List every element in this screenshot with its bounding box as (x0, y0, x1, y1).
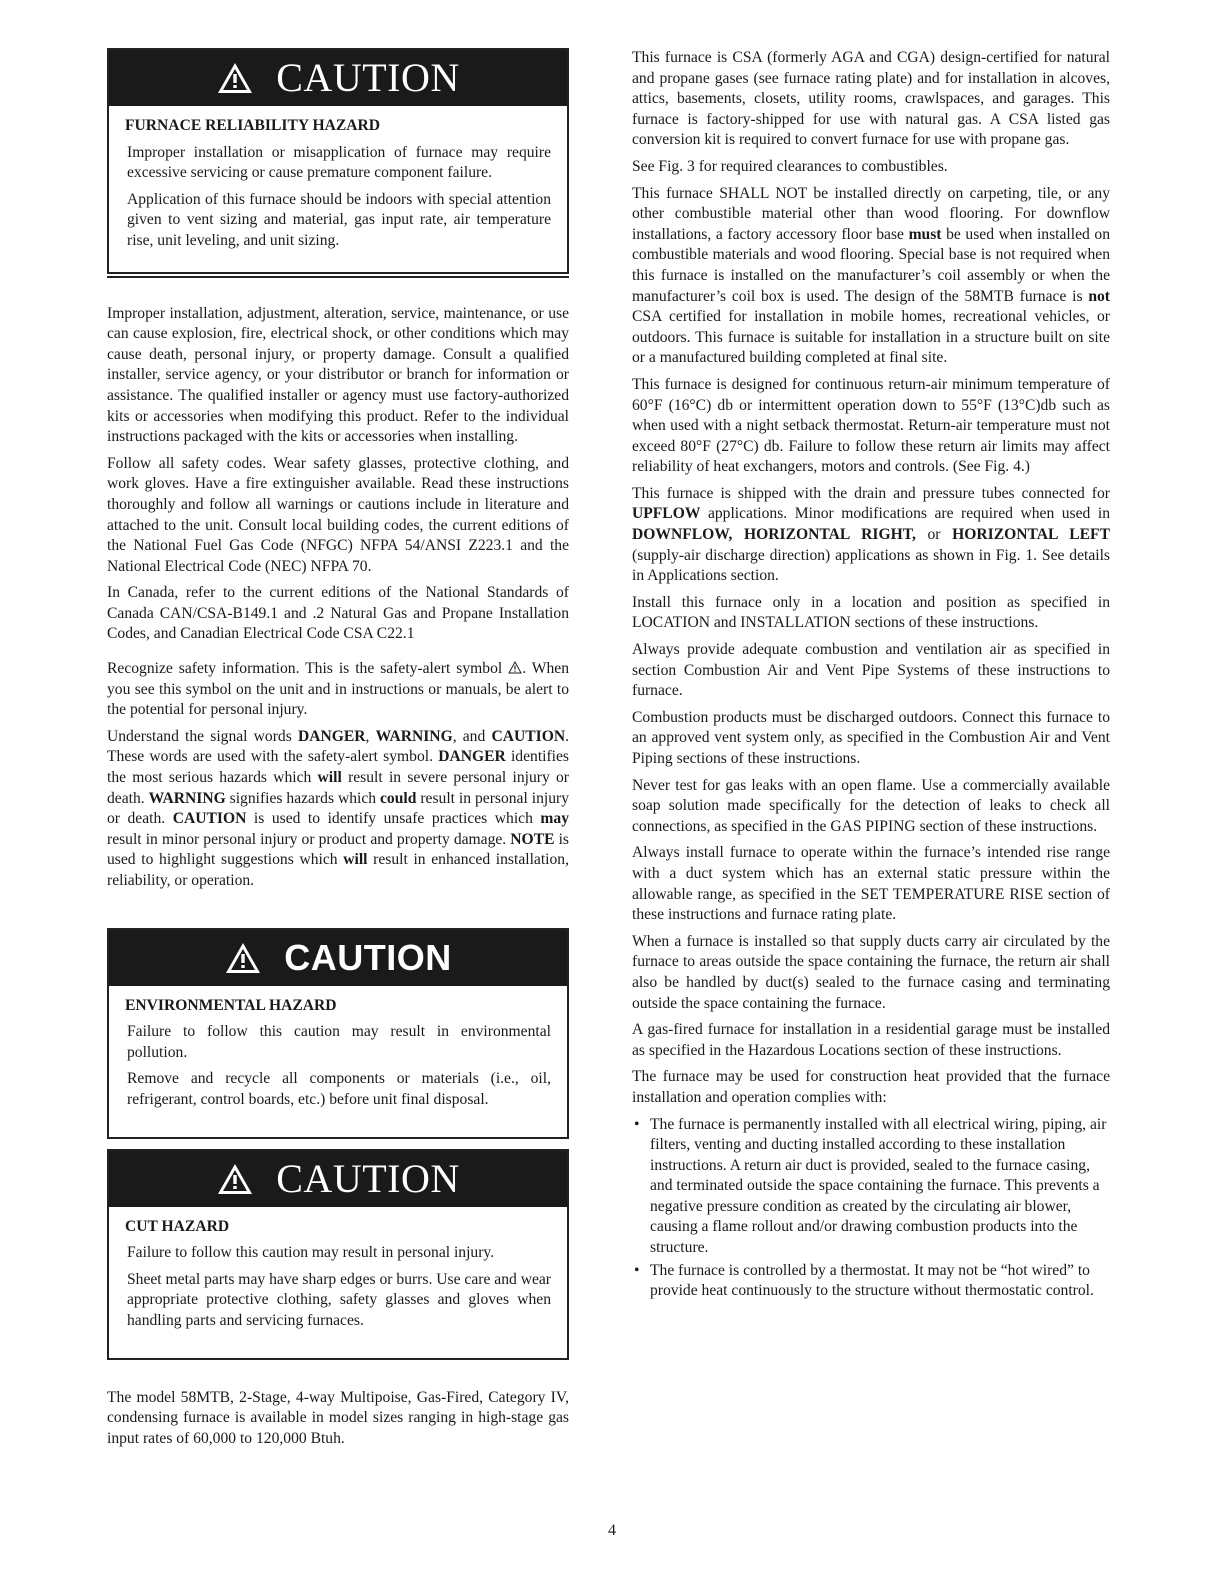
paragraph: See Fig. 3 for required clearances to combustibles. (632, 157, 948, 175)
bold-term: could (380, 789, 417, 807)
paragraph: Always provide adequate combustion and ventilation air as specified in section Combustion Air and Vent Pipe Systems of these instructions to furnace. (632, 641, 1110, 700)
text-span: result in personal injury or death. (107, 789, 569, 828)
text-span: , (365, 727, 376, 745)
caution-text: Failure to follow this caution may result in personal injury. (127, 1244, 495, 1262)
text-span: , and (452, 727, 492, 745)
caution-text: Application of this furnace should be indoors with special attention given to vent sizing and material, gas input rate, air temperature rise, unit leveling, and unit sizing. (127, 190, 551, 249)
text-span: result in minor personal injury or product and property damage. (107, 830, 511, 848)
bullet-list (632, 1115, 1110, 1302)
text-span: is used to highlight suggestions which (107, 830, 569, 869)
paragraph: Follow all safety codes. Wear safety glasses, protective clothing, and work gloves. Have a fire extinguisher available. Read these instructions thoroughly and follow all warnings or cautions include in literature and attached to the unit. Consult local building codes, the current editions of the National Fuel Gas Code (NFGC) NFPA 54/ANSI Z223.1 and the National Electrical Code (NEC) NFPA 70. (107, 454, 569, 575)
caution-text: Improper installation or misapplication of furnace may require excessive servicing or cause premature component failure. (127, 143, 551, 182)
caution-box-cut-hazard (107, 1149, 569, 1360)
paragraph: In Canada, refer to the current editions of the National Standards of Canada CAN/CSA-B149.1 and .2 Natural Gas and Propane Installation Codes, and Canadian Electrical Code CSA C22.1 (107, 584, 569, 643)
bold-term: not (1088, 287, 1110, 305)
bold-term: will (317, 769, 342, 787)
text-span: CSA certified for installation in mobile homes, recreational vehicles, or outdoors. This furnace is suitable for installation in a structure built on site or a manufactured building completed at final site. (632, 308, 1110, 367)
paragraph: The model 58MTB, 2-Stage, 4-way Multipoise, Gas-Fired, Category IV, condensing furnace is available in model sizes ranging in high-stage gas input rates of 60,000 to 120,000 Btuh. (107, 1388, 569, 1447)
paragraph-shipped (632, 484, 1110, 587)
paragraph: Always install furnace to operate within the furnace’s intended rise range with a duct system which has an external static pressure within the allowable range, as specified in the SET TEMPERATURE RISE section of these instructions and furnace rating plate. (632, 844, 1110, 924)
left-column (107, 48, 569, 1455)
right-column (632, 48, 1110, 1304)
caution-box-environmental (107, 928, 569, 1139)
warning-triangle-icon (224, 941, 262, 975)
text-span: Understand the signal words (107, 727, 298, 745)
caution-box-furnace-reliability (107, 48, 569, 274)
bold-term: WARNING (148, 789, 226, 807)
hazard-title: ENVIRONMENTAL HAZARD (125, 996, 337, 1014)
text-span: is used to identify unsafe practices which (246, 810, 541, 828)
paragraph: This furnace is CSA (formerly AGA and CGA) design-certified for natural and propane gases (see furnace rating plate) and for installation in alcoves, attics, basements, closets, utility rooms, crawlspaces, and garages. This furnace is factory-shipped for use with natural gas. A CSA listed gas conversion kit is required to convert furnace for use with propane gas. (632, 49, 1110, 149)
safety-alert-icon (508, 661, 522, 674)
bold-term: will (343, 851, 368, 869)
bold-term: CAUTION (491, 727, 566, 745)
paragraph: Improper installation, adjustment, alteration, service, maintenance, or use can cause explosion, fire, electrical shock, or other conditions which may cause death, personal injury, or property damage. Consult a qualified installer, service agency, or your distributor or branch for information or assistance. The qualified installer or agency must use factory-authorized kits or accessories when modifying this product. Refer to the individual instructions packaged with the kits or accessories when installing. (107, 304, 569, 446)
caution-title: CAUTION (276, 1155, 460, 1201)
paragraph: Combustion products must be discharged outdoors. Connect this furnace to an approved vent system only, as specified in the Combustion Air and Vent Piping sections of these instructions. (632, 708, 1110, 767)
bold-term: DANGER (438, 748, 506, 766)
text-span: . These words are used with the safety-alert symbol. (107, 727, 569, 766)
text-span: result in enhanced installation, reliability, or operation. (107, 851, 569, 889)
warning-triangle-icon (216, 1162, 254, 1196)
text-span: This furnace SHALL NOT be installed directly on carpeting, tile, or any other combustible material other than wood flooring. For downflow installations, a factory accessory floor base (632, 184, 1110, 243)
paragraph: When a furnace is installed so that supply ducts carry air circulated by the furnace to areas outside the space containing the furnace, the return air shall also be handled by duct(s) sealed to the furnace casing and terminating outside the space containing the furnace. (632, 932, 1110, 1012)
paragraph-safety-symbol (107, 659, 569, 721)
text-span: This furnace is shipped with the drain and pressure tubes connected for (632, 484, 1110, 502)
text-span: Recognize safety information. This is the safety-alert symbol (107, 660, 503, 678)
bold-term: HORIZONTAL LEFT (952, 526, 1110, 544)
caution-text: Sheet metal parts may have sharp edges or burrs. Use care and wear appropriate protective clothing, safety glasses and gloves when handling parts and servicing furnaces. (127, 1270, 551, 1329)
bold-term: NOTE (510, 830, 555, 848)
text-span: identifies the most serious hazards which (107, 748, 569, 787)
list-item: • The furnace is controlled by a thermostat. It may not be “hot wired” to provide heat continuously to the structure without thermostatic control. (632, 1261, 1110, 1302)
caution-title: CAUTION (276, 55, 460, 100)
hazard-title: FURNACE RELIABILITY HAZARD (125, 117, 381, 134)
text-span: result in severe personal injury or death. (107, 769, 569, 807)
caution-banner (109, 1151, 567, 1207)
paragraph: Never test for gas leaks with an open flame. Use a commercially available soap solution made specifically for the detection of leaks to check all connections, as specified in the GAS PIPING section of these instructions. (632, 776, 1110, 835)
text-span: or (915, 526, 953, 544)
text-span: applications. Minor modifications are required when used in (700, 505, 1110, 523)
paragraph-signal-words (107, 727, 569, 892)
warning-triangle-icon (216, 61, 254, 95)
hazard-title: CUT HAZARD (125, 1217, 230, 1235)
paragraph: This furnace is designed for continuous return-air minimum temperature of 60°F (16°C) db or intermittent operation down to 55°F (13°C)db such as when used with a night setback thermostat. Return-air temperature must not exceed 80°F (27°C) db. Failure to follow these return air limits may affect reliability of heat exchangers, motors and controls. (See Fig. 4.) (632, 375, 1110, 476)
paragraph: A gas-fired furnace for installation in a residential garage must be installed as specified in the Hazardous Locations section of these instructions. (632, 1021, 1110, 1059)
text-span: signifies hazards which (225, 789, 381, 807)
bold-term: may (540, 810, 569, 828)
caution-text: Failure to follow this caution may result in environmental pollution. (127, 1023, 551, 1061)
caution-text: Remove and recycle all components or materials (i.e., oil, refrigerant, control boards, etc.) before unit final disposal. (127, 1070, 551, 1108)
page-number: 4 (608, 1522, 616, 1539)
list-item: • The furnace is permanently installed with all electrical wiring, piping, air filters, venting and ducting installed according to these installation instructions. A return air duct is provided, sealed to the furnace casing, and terminated outside the space containing the furnace. This prevents a negative pressure condition as created by the circulating air blower, causing a flame rollout and/or drawing combustion products into the structure. (632, 1115, 1110, 1259)
bold-term: UPFLOW (632, 505, 701, 523)
caution-title: CAUTION (284, 936, 452, 978)
caution-banner (109, 930, 567, 986)
divider (107, 276, 569, 278)
paragraph-shall-not (632, 184, 1110, 369)
paragraph: Install this furnace only in a location and position as specified in LOCATION and INSTALLATION sections of these instructions. (632, 593, 1110, 632)
paragraph: The furnace may be used for construction heat provided that the furnace installation and operation complies with: (632, 1068, 1110, 1106)
bold-term: CAUTION (172, 810, 247, 828)
text-span: be used when installed on combustible materials and wood flooring. Special base is not required when this furnace is installed on the manufacturer’s coil assembly or when the manufacturer’s coil box is used. The design of the 58MTB furnace is (632, 225, 1110, 305)
bold-term: DANGER (297, 727, 366, 745)
bold-term: must (908, 225, 942, 243)
bold-term: WARNING (375, 727, 453, 745)
caution-banner (109, 50, 567, 106)
text-span: (supply-air discharge direction) applications as shown in Fig. 1. See details in Applications section. (632, 546, 1110, 585)
bold-term: DOWNFLOW, HORIZONTAL RIGHT, (632, 526, 916, 544)
text-span: . When you see this symbol on the unit and in instructions or manuals, be alert to the potential for personal injury. (107, 660, 569, 719)
